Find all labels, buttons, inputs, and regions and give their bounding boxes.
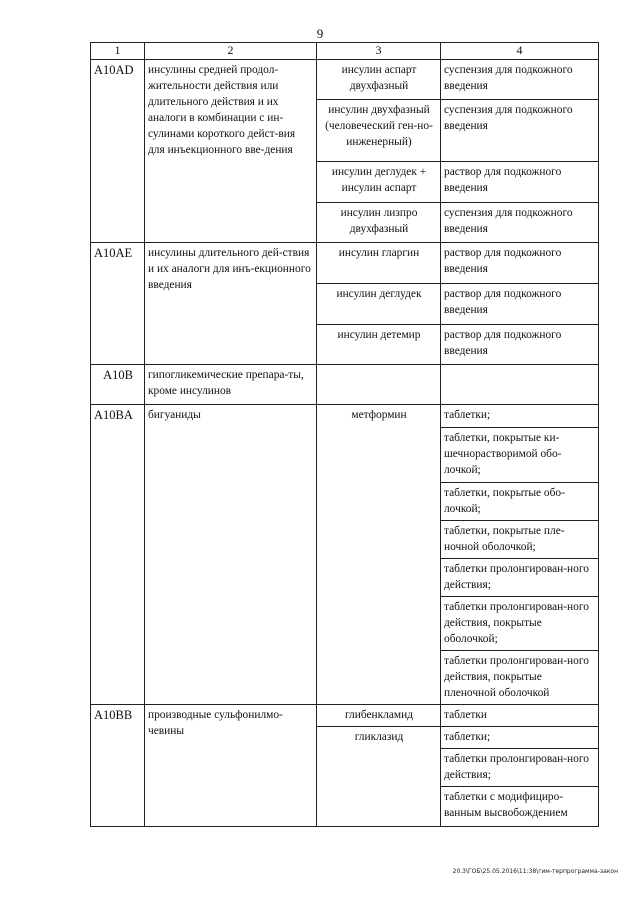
page-number: 9 [316, 26, 324, 41]
dosage-form: таблетки пролонгирован-ного действия, покрытые пленочной оболочкой [441, 651, 599, 705]
drug-name: инсулин лизпро двухфазный [317, 203, 441, 243]
table-row [91, 365, 599, 405]
drug-name: гликлазид [317, 727, 441, 827]
atc-code: A10AE [91, 243, 145, 365]
drug-table [90, 42, 599, 827]
column-number-3: 3 [317, 43, 441, 60]
dosage-form: таблетки, покрытые обо-лочкой; [441, 483, 599, 521]
atc-code: A10BB [91, 705, 145, 827]
table-row [91, 405, 599, 428]
dosage-form: суспензия для подкожного введения [441, 203, 599, 243]
dosage-form: таблетки [441, 705, 599, 727]
dosage-form: таблетки пролонгирован-ного действия, покрытые оболочкой; [441, 597, 599, 651]
dosage-form: таблетки с модифициро-ванным высвобождением [441, 787, 599, 827]
atc-code: A10BA [91, 405, 145, 705]
dosage-form: таблетки пролонгирован-ного действия; [441, 749, 599, 787]
dosage-form: таблетки; [441, 405, 599, 428]
group-name: производные сульфонилмо-чевины [145, 705, 317, 827]
table-row [91, 705, 599, 727]
drug-name: инсулин деглудек [317, 284, 441, 325]
drug-name: инсулин двухфазный (человеческий ген-но-инженерный) [317, 100, 441, 162]
group-name: инсулины средней продол-жительности действия или длительного действия и их аналоги в комбинации с ин-сулинами короткого дейст-вия для инъекционного вве-дения [145, 60, 317, 243]
dosage-form: таблетки, покрытые пле-ночной оболочкой; [441, 521, 599, 559]
column-number-1: 1 [91, 43, 145, 60]
group-name: бигуаниды [145, 405, 317, 705]
drug-name: инсулин гларгин [317, 243, 441, 284]
table-row [91, 243, 599, 284]
dosage-form: раствор для подкожного введения [441, 325, 599, 365]
dosage-form [441, 365, 599, 405]
atc-code: A10AD [91, 60, 145, 243]
dosage-form: раствор для подкожного введения [441, 284, 599, 325]
drug-name: инсулин детемир [317, 325, 441, 365]
dosage-form: таблетки, покрытые ки-шечнорастворимой обо-лочкой; [441, 428, 599, 483]
drug-name: глибенкламид [317, 705, 441, 727]
group-name: инсулины длительного дей-ствия и их аналоги для инъ-екционного введения [145, 243, 317, 365]
table-row [91, 60, 599, 100]
dosage-form: таблетки пролонгирован-ного действия; [441, 559, 599, 597]
group-name: гипогликемические препара-ты, кроме инсулинов [145, 365, 317, 405]
column-number-4: 4 [441, 43, 599, 60]
column-number-row [91, 43, 599, 60]
drug-name [317, 365, 441, 405]
atc-code: A10B [91, 365, 145, 405]
dosage-form: раствор для подкожного введения [441, 243, 599, 284]
drug-name: метформин [317, 405, 441, 705]
dosage-form: суспензия для подкожного введения [441, 100, 599, 162]
dosage-form: суспензия для подкожного введения [441, 60, 599, 100]
column-number-2: 2 [145, 43, 317, 60]
drug-name: инсулин деглудек + инсулин аспарт [317, 162, 441, 203]
footer-stamp: 20.3\ГОБ\25.05.2016\11:38\гим-терпрограмма-закон [452, 868, 618, 875]
dosage-form: раствор для подкожного введения [441, 162, 599, 203]
dosage-form: таблетки; [441, 727, 599, 749]
drug-name: инсулин аспарт двухфазный [317, 60, 441, 100]
